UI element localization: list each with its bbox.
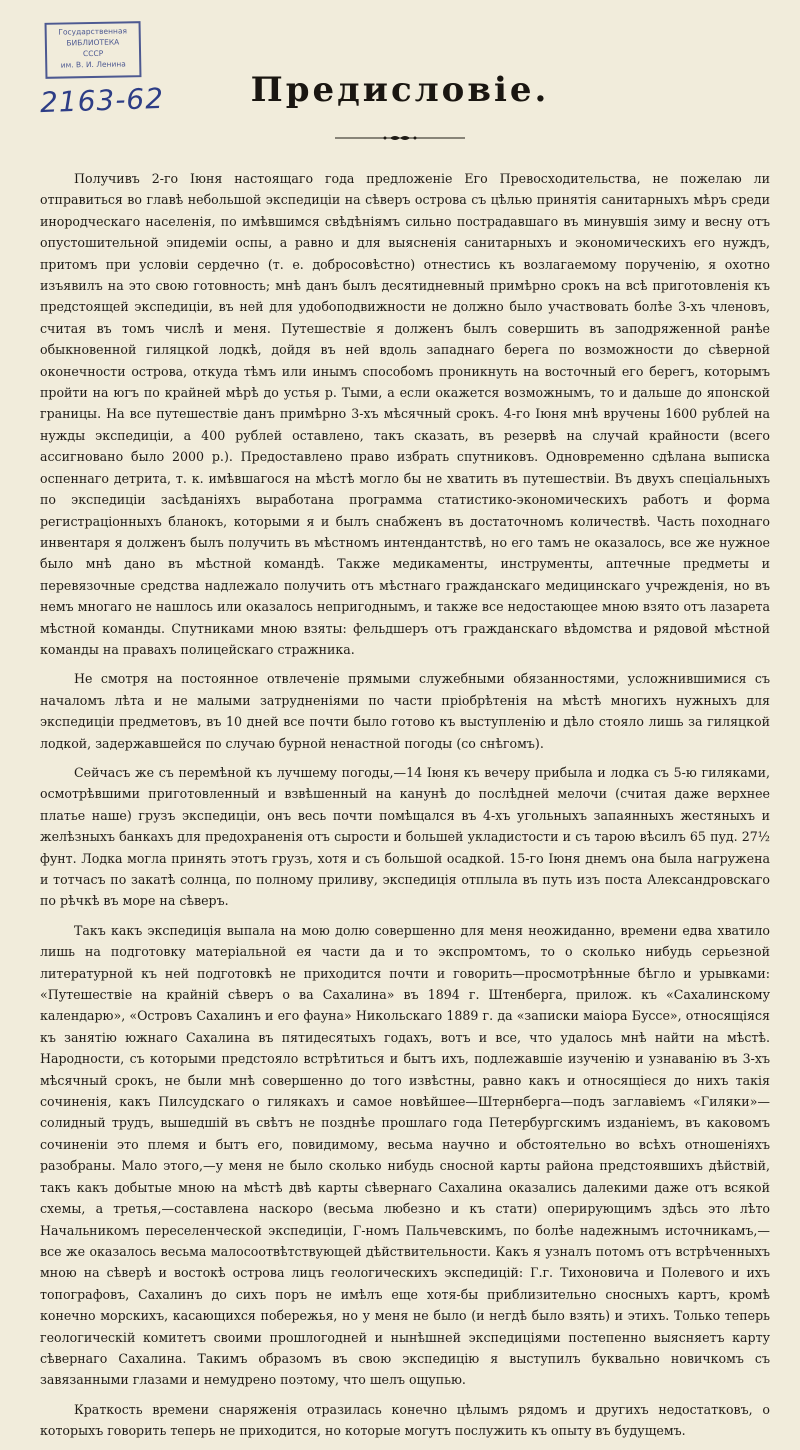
page-title: Предисловіе. [250,70,550,110]
inventory-number: 2163-62 [39,81,165,120]
stamp-line-4: им. В. И. Ленина [60,59,126,70]
paragraph: Такъ какъ экспедиція выпала на мою долю совершенно для меня неожиданно, времени едва хватило лишь на подготовку матеріальной ея части да и то экспромтомъ, то о сколько нибудь серьезной литературной къ ней подготовкѣ не приходится почти и говорить—просмотрѣнные бѣгло и урывками: «Путешествіе на крайній сѣверъ о ва Сахалина» въ 1894 г. Штенберга, прилож. къ «Сахалинскому календарю», «Островъ Сахалинъ и его фауна» Никольскаго 1889 г. да «записки маіора Буссе», относящіяся къ занятію южнаго Сахалина въ пятидесятыхъ годахъ, вотъ и все, что удалось мнѣ найти на мѣстѣ. Народности, съ которыми предстояло встрѣтиться и бытъ ихъ, подлежавшіе изученію и узнаванію въ 3-хъ мѣсячный срокъ, не были мнѣ совершенно до того извѣстны, равно какъ и относящіеся до нихъ такія сочиненія, какъ Пилсудскаго о гилякахъ и самое новѣйшее—Штернберга—подъ заглавіемъ «Гиляки»—солидный трудъ, вышедшій въ свѣтъ не позднѣе прошлаго года Петербургскимъ изданіемъ, въ каковомъ сочиненіи это племя и бытъ его, повидимому, весьма научно и обстоятельно во всѣхъ отношеніяхъ разобраны. Мало этого,—у меня не было сколько нибудь сносной карты района предстоявшихъ дѣйствій, такъ какъ добытые мною на мѣстѣ двѣ карты сѣвернаго Сахалина оказались далекими даже отъ всякой схемы, а третья,—составлена наскоро (весьма любезно и къ стати) оперирующимъ здѣсь это лѣто Начальникомъ переселенческой экспедиціи, Г-номъ Пальчевскимъ, по болѣе надежнымъ источникамъ,—все же оказалось весьма малосоотвѣтствующей дѣйствительности. Какъ я узналъ потомъ отъ встрѣченныхъ мною на сѣверѣ и востокѣ острова лицъ геологическихъ экспедицій: Г.г. Тихоновича и Полевого и ихъ топографовъ, Сахалинъ до сихъ поръ не имѣлъ еще хотя-бы приблизительно сносныхъ картъ, кромѣ конечно морскихъ, касающихся побережья, но у меня не было (и негдѣ было взять) и этихъ. Только теперь геологическій комитетъ своими прошлогодней и нынѣшней экспедиціями постепенно выясняетъ карту сѣвернаго Сахалина. Такимъ образомъ въ свою экспедицію я выступилъ буквально новичкомъ съ завязанными глазами и немудрено поэтому, что шелъ ощупью. [40,922,770,1388]
title-ornament [335,134,465,142]
paragraph: Не смотря на постоянное отвлеченіе прямыми служебными обязанностями, усложнившимися съ началомъ лѣта и не малыми затрудненіями по части пріобрѣтенія на мѣстѣ многихъ нужныхъ для экспедиціи предметовъ, въ 10 дней все почти было готово къ выступленію и дѣло стояло лишь за гиляцкой лодкой, задержавшейся по случаю бурной ненастной погоды (со снѣгомъ). [40,671,770,751]
stamp-line-2: БИБЛИОТЕКА [66,37,120,48]
stamp-line-1: Государственная [58,26,128,37]
paragraph: Сейчасъ же съ перемѣной къ лучшему погоды,—14 Іюня къ вечеру прибыла и лодка съ 5-ю гиляками, осмотрѣвшими приготовленный и взвѣшенный на канунѣ до послѣдней мелочи (считая даже верхнее платье наше) грузъ экспедиціи, онъ весь почти помѣщался въ 4-хъ угольныхъ запаянныхъ жестяныхъ и желѣзныхъ банкахъ для предохраненія отъ сырости и большей укладистости и съ тарою вѣсилъ 65 пуд. 27½ фунт. Лодка могла принять этотъ грузъ, хотя и съ большой осадкой. 15-го Іюня днемъ она была нагружена и тотчасъ по закатѣ солнца, по полному приливу, экспедиція отплыла въ путь изъ поста Александровскаго по рѣчкѣ въ море на сѣверъ. [40,764,770,909]
paragraph: Получивъ 2-го Іюня настоящаго года предложеніе Его Превосходительства, не пожелаю ли отправиться во главѣ небольшой экспедиціи на сѣверъ острова съ цѣлью принятія санитарныхъ мѣръ среди инородческаго населенія, по имѣвшимся свѣдѣніямъ сильно пострадавшаго въ минувшія зиму и весну отъ опустошительной эпидеміи оспы, а равно и для выясненія санитарныхъ и экономическихъ его нуждъ, притомъ при условіи сердечно (т. е. добросовѣстно) отнестись къ возлагаемому порученію, я охотно изъявилъ на это свою готовность; мнѣ данъ былъ десятидневный примѣрно срокъ на всѣ приготовленія къ предстоящей экспедиціи, въ ней для удобоподвижности не должно было участвовать болѣе 3-хъ членовъ, считая въ томъ числѣ и меня. Путешествіе я долженъ былъ совершить въ заподряженной ранѣе обыкновенной гиляцкой лодкѣ, дойдя въ ней вдоль западнаго берега по возможности до сѣверной оконечности острова, откуда тѣмъ или инымъ способомъ проникнуть на восточный его берегъ, которымъ пройти на югъ по крайней мѣрѣ до устья р. Тыми, а если окажется возможнымъ, то и дальше до японской границы. На все путешествіе данъ примѣрно 3-хъ мѣсячный срокъ. 4-го Іюня мнѣ вручены 1600 рублей на нужды экспедиціи, а 400 рублей оставлено, такъ сказать, въ резервѣ на случай крайности (всего ассигновано было 2000 р.). Предоставлено право избрать спутниковъ. Одновременно сдѣлана выписка оспеннаго детрита, т. к. имѣвшагося на мѣстѣ могло бы не хватить въ путешествіи. Въ двухъ спеціальныхъ по экспедиціи засѣданіяхъ выработана программа статистико-экономическихъ работъ и форма регистраціонныхъ бланокъ, которыми я и былъ снабженъ въ достаточномъ количествѣ. Часть походнаго инвентаря я долженъ былъ получить въ мѣстномъ интендантствѣ, но его тамъ не оказалось, все же нужное было мнѣ дано въ мѣстной командѣ. Также медикаменты, инструменты, аптечные предметы и перевязочные средства надлежало получить отъ мѣстнаго гражданскаго медицинскаго учрежденія, но въ немъ многаго не нашлось или оказалось непригоднымъ, и также все недостающее мною взято отъ лазарета мѣстной команды. Спутниками мною взяты: фельдшеръ отъ гражданскаго вѣдомства и рядовой мѣстной команды на правахъ полицейскаго стражника. [40,171,770,657]
body-text [40,168,770,1450]
stamp-line-3: СССР [82,48,104,59]
paragraph: Краткость времени снаряженія отразилась конечно цѣлымъ рядомъ и другихъ недостатковъ, о которыхъ говорить теперь не приходится, но которые могутъ послужить къ опыту въ будущемъ. [40,1401,770,1439]
